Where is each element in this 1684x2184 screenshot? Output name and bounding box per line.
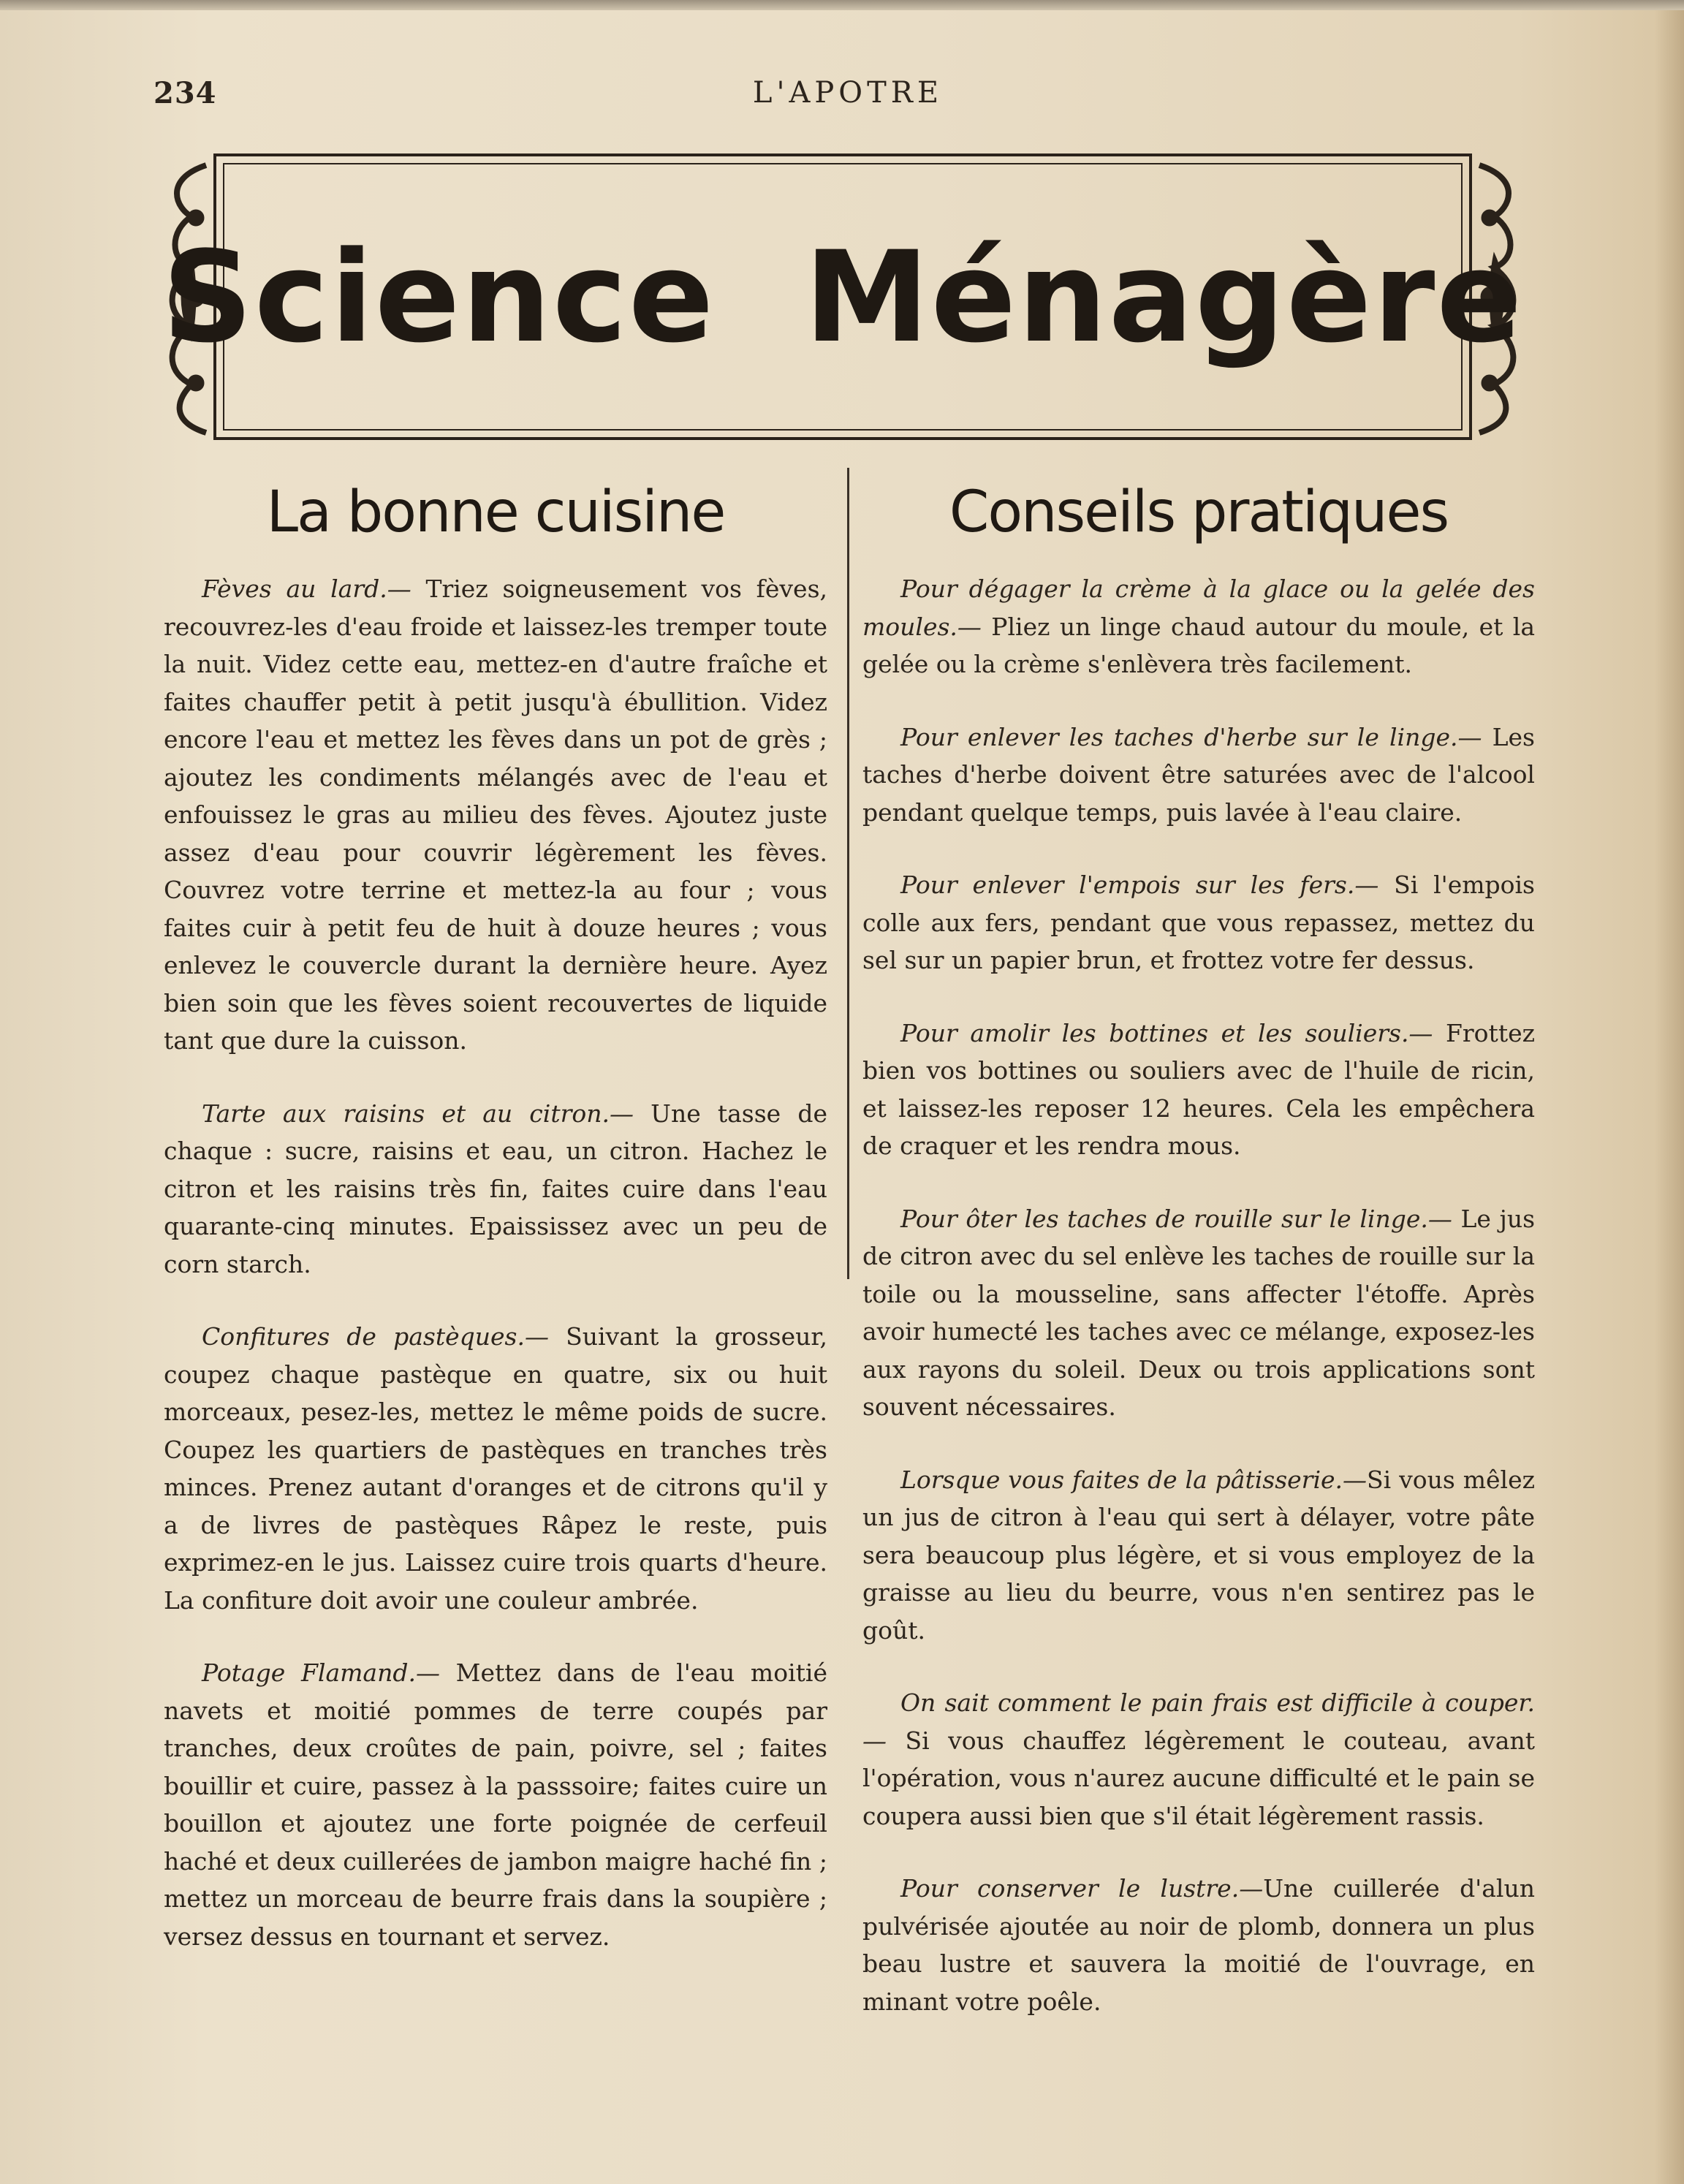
column-divider [847,468,849,1279]
article-body: Une cuillerée d'alun pulvérisée ajoutée au noir de plomb, donnera un plus beau lustre et sauvera la moitié de l'ouvrage, en minant votre poêle. [862,1874,1535,2016]
article-body: Triez soigneusement vos fèves, recouvrez-les d'eau froide et laissez-les tremper toute la nuit. Videz cette eau, mettez-en d'autre fraîche et faites chauffer petit à petit jusqu'à ébullition. Videz encore l'eau et mettez les fèves dans un pot de grès ; ajoutez les condiments mélangés avec de l'eau et enfouissez le gras au milieu des fèves. Ajoutez juste assez d'eau pour couvrir légèrement les fèves. Couvrez votre terrine et mettez-la au four ; vous faites cuir à petit feu de huit à douze heures ; vous enlevez le couvercle durant la dernière heure. Ayez bien soin que les fèves soient recouvertes de liquide tant que dure la cuisson. [164,575,827,1055]
article-lead: Pour conserver le lustre.— [900,1874,1264,1903]
article-body: Pliez un linge chaud autour du moule, et la gelée ou la crème s'enlèvera très facilement. [862,612,1535,678]
right-column [862,468,1535,2055]
article-body: Si vous mêlez un jus de citron à l'eau qui sert à délayer, votre pâte sera beaucoup plus légère, et si vous employez de la graisse au lieu du beurre, vous n'en sentirez pas le goût. [862,1465,1535,1645]
article-body: Frottez bien vos bottines ou souliers avec de l'huile de ricin, et laissez-les reposer 12 heures. Cela les empêchera de craquer et les rendra mous. [862,1018,1535,1160]
section-title: Science Ménagère [162,224,1523,371]
article-lead: Confitures de pastèques.— [202,1322,549,1351]
page-number: 234 [153,76,217,110]
article-lead: Pour dégager la crème à la glace ou la gelée des moules.— [862,575,1535,641]
tip-degager-creme [862,570,1535,683]
article-body: Si l'empois colle aux fers, pendant que vous repassez, mettez du sel sur un papier brun, et frottez votre fer dessus. [862,871,1535,974]
left-column-heading: La bonne cuisine [266,479,725,545]
running-header [153,76,1542,113]
top-edge-strip [0,0,1684,10]
right-column-heading: Conseils pratiques [949,479,1449,545]
article-lead: Fèves au lard.— [202,575,411,603]
tip-amolir-bottines [862,1015,1535,1165]
article-lead: Potage Flamand.— [202,1658,440,1687]
recipe-feves-au-lard [164,570,827,1060]
article-body: Une tasse de chaque : sucre, raisins et eau, un citron. Hachez le citron et les raisins très fin, faites cuire dans l'eau quarante-cinq minutes. Epaississez avec un peu de corn starch. [164,1099,827,1278]
page-edge-shadow [1655,0,1684,2184]
article-body: Le jus de citron avec du sel enlève les taches de rouille sur la toile ou la mousseline, sans affecter l'étoffe. Après avoir humecté les taches avec ce mélange, exposez-les aux rayons du soleil. Deux ou trois applications sont souvent nécessaires. [862,1204,1536,1421]
tip-pain-frais [862,1684,1535,1835]
article-lead: Pour ôter les taches de rouille sur le linge.— [900,1204,1452,1233]
article-body: Si vous chauffez légèrement le couteau, avant l'opération, vous n'aurez aucune difficulté et le pain se coupera aussi bien que s'il était légèrement rassis. [862,1726,1535,1830]
journal-title: L'APOTRE [752,76,944,110]
article-body: Suivant la grosseur, coupez chaque pastèque en quatre, six ou huit morceaux, pesez-les, mettez le même poids de sucre. Coupez les quartiers de pastèques en tranches très minces. Prenez autant d'oranges et de citrons qu'il y a de livres de pastèques Râpez le reste, puis exprimez-en le jus. Laissez cuire trois quarts d'heure. La confiture doit avoir une couleur ambrée. [164,1322,827,1615]
tip-conserver-lustre [862,1870,1535,2020]
article-lead: On sait comment le pain frais est difficile à couper.— [862,1688,1535,1755]
article-lead: Pour enlever les taches d'herbe sur le linge.— [900,722,1482,751]
tip-empois-fers [862,866,1535,979]
article-lead: Tarte aux raisins et au citron.— [202,1099,634,1128]
tip-taches-herbe [862,718,1535,832]
recipe-confitures-pasteques [164,1318,827,1619]
section-banner [162,151,1523,443]
article-lead: Pour amolir les bottines et les souliers.— [900,1018,1433,1047]
article-body: Les taches d'herbe doivent être saturées avec de l'alcool pendant quelque temps, puis lavée à l'eau claire. [862,722,1535,827]
tip-patisserie [862,1461,1535,1650]
tip-taches-rouille [862,1200,1535,1426]
recipe-tarte-raisins-citron [164,1095,827,1284]
recipe-potage-flamand [164,1654,827,1955]
article-lead: Lorsque vous faites de la pâtisserie.— [900,1465,1368,1494]
article-lead: Pour enlever l'empois sur les fers.— [900,871,1379,899]
left-column [164,468,827,1990]
article-body: Mettez dans de l'eau moitié navets et moitié pommes de terre coupés par tranches, deux croûtes de pain, poivre, sel ; faites bouillir et cuire, passez à la passsoire; faites cuire un bouillon et ajoutez une forte poignée de cerfeuil haché et deux cuillerées de jambon maigre haché fin ; mettez un morceau de beurre frais dans la soupière ; versez dessus en tournant et servez. [164,1658,827,1951]
